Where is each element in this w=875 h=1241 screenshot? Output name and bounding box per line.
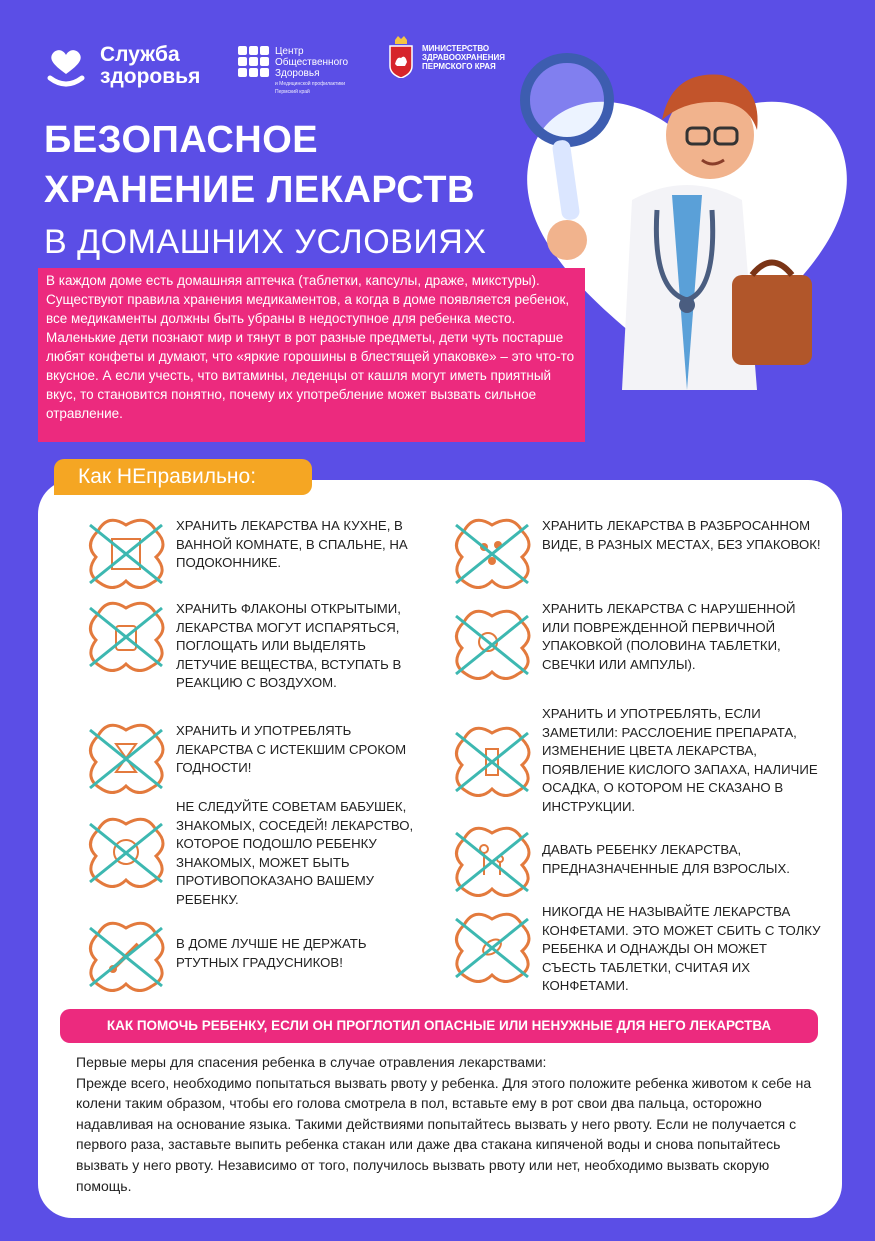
- list-item: [452, 825, 822, 897]
- wrong-label: Как НЕправильно:: [54, 459, 312, 495]
- candy-icon: [452, 911, 532, 983]
- item-text: НЕ СЛЕДУЙТЕ СОВЕТАМ БАБУШЕК, ЗНАКОМЫХ, СОСЕДЕЙ! ЛЕКАРСТВО, КОТОРОЕ ПОДОШЛО РЕБЕНКУ ЗНАКОМЫХ, МОЖЕТ БЫТЬ ПРОТИВОПОКАЗАНО ВАШЕМУ РЕБЕНКУ.: [176, 799, 414, 907]
- list-item: [86, 517, 426, 589]
- list-item: [452, 600, 822, 680]
- item-text: ХРАНИТЬ ЛЕКАРСТВА В РАЗБРОСАННОМ ВИДЕ, В РАЗНЫХ МЕСТАХ, БЕЗ УПАКОВОК!: [542, 518, 821, 552]
- spoiled-medicine-icon: [452, 725, 532, 797]
- intro-text: В каждом доме есть домашняя аптечка (таблетки, капсулы, драже, микстуры). Существуют правила хранения медикаментов, а когда в доме появляется ребенок, все медикаменты должны быть убраны в недоступное для ребенка место. Маленькие дети познают мир и тянут в рот разные предметы, дети чуть постарше любят конфеты и думают, что «яркие горошины в блестящей упаковке» – это что-то вкусное. А если учесть, что витамины, леденцы от кашля могут иметь приятный вкус, то становится понятно, почему их употребление может вызвать сильное отравление.: [38, 268, 585, 442]
- logo-subline: и Медицинской профилактики: [275, 81, 346, 87]
- help-first-line: Первые меры для спасения ребенка в случае отравления лекарствами:: [76, 1054, 547, 1070]
- title-line-3: В ДОМАШНИХ УСЛОВИЯХ: [44, 223, 487, 261]
- help-body: Прежде всего, необходимо попытаться вызвать рвоту у ребенка. Для этого положите ребенка животом к себе на колени таким образом, чтобы его голова смотрела в пол, вставьте ему в рот свои два пальца, осторожно надавливая на основание языка. Такими действиями попытайтесь вызвать у него рвоту. Если не получается с первого раза, заставьте выпить ребенка стакан или даже два стакана кипяченой воды и снова попытайтесь вызвать у него рвоту. Независимо от того, получилось вызвать рвоту или нет, необходимо вызвать скорую помощь.: [76, 1074, 812, 1194]
- hourglass-icon: [86, 722, 166, 794]
- logo-line: ЗДРАВООХРАНЕНИЯ: [422, 52, 505, 62]
- list-item: [86, 920, 426, 992]
- page-title: [44, 115, 487, 269]
- item-text: ХРАНИТЬ И УПОТРЕБЛЯТЬ ЛЕКАРСТВА С ИСТЕКШИМ СРОКОМ ГОДНОСТИ!: [176, 723, 407, 775]
- item-text: ДАВАТЬ РЕБЕНКУ ЛЕКАРСТВА, ПРЕДНАЗНАЧЕННЫЕ ДЛЯ ВЗРОСЛЫХ.: [542, 842, 790, 876]
- adult-child-icon: [452, 825, 532, 897]
- logo-subline: Пермский край: [275, 89, 310, 95]
- heart-smile-icon: [44, 44, 88, 88]
- kitchen-icon: [86, 517, 166, 589]
- open-bottle-icon: [86, 600, 166, 672]
- logo-line: МИНИСТЕРСТВО: [422, 43, 490, 53]
- item-text: НИКОГДА НЕ НАЗЫВАЙТЕ ЛЕКАРСТВА КОНФЕТАМИ. ЭТО МОЖЕТ СБИТЬ С ТОЛКУ РЕБЕНКА И ОДНАЖДЫ ОН МОЖЕТ СЪЕСТЬ ТАБЛЕТКИ, СЧИТАЯ ИХ КОНФЕТАМИ.: [542, 904, 821, 993]
- list-item: [86, 722, 426, 794]
- scattered-pills-icon: [452, 517, 532, 589]
- logo-line: Общественного: [275, 57, 349, 68]
- item-text: ХРАНИТЬ ФЛАКОНЫ ОТКРЫТЫМИ, ЛЕКАРСТВА МОГУТ ИСПАРЯТЬСЯ, ПОГЛОЩАТЬ ИЛИ ВЫДЕЛЯТЬ ЛЕТУЧИЕ ВЕЩЕСТВА, ВСТУПАТЬ В РЕАКЦИЮ С ВОЗДУХОМ.: [176, 601, 402, 690]
- list-item: [452, 517, 822, 589]
- title-line-1: БЕЗОПАСНОЕ: [44, 119, 319, 161]
- coat-of-arms-icon: [388, 36, 414, 78]
- list-item: [452, 903, 822, 996]
- logo-health-service: [44, 44, 200, 88]
- item-text: В ДОМЕ ЛУЧШЕ НЕ ДЕРЖАТЬ РТУТНЫХ ГРАДУСНИКОВ!: [176, 936, 367, 970]
- item-text: ХРАНИТЬ ЛЕКАРСТВА НА КУХНЕ, В ВАННОЙ КОМНАТЕ, В СПАЛЬНЕ, НА ПОДОКОННИКЕ.: [176, 518, 408, 570]
- thermometer-icon: [86, 920, 166, 992]
- item-text: ХРАНИТЬ ЛЕКАРСТВА С НАРУШЕННОЙ ИЛИ ПОВРЕЖДЕННОЙ ПЕРВИЧНОЙ УПАКОВКОЙ (ПОЛОВИНА ТАБЛЕТКИ, СВЕЧКИ ИЛИ АМПУЛЫ).: [542, 601, 796, 672]
- logo-ministry: [388, 36, 505, 78]
- help-banner: КАК ПОМОЧЬ РЕБЕНКУ, ЕСЛИ ОН ПРОГЛОТИЛ ОПАСНЫЕ ИЛИ НЕНУЖНЫЕ ДЛЯ НЕГО ЛЕКАРСТВА: [60, 1009, 818, 1043]
- logo-line: Здоровья: [275, 68, 320, 79]
- logo-line: Служба: [100, 43, 180, 66]
- logo-public-health-center: [238, 46, 348, 95]
- list-item: [86, 600, 426, 693]
- logo-line: здоровья: [100, 65, 201, 88]
- list-item: [86, 798, 426, 909]
- item-text: ХРАНИТЬ И УПОТРЕБЛЯТЬ, ЕСЛИ ЗАМЕТИЛИ: РАССЛОЕНИЕ ПРЕПАРАТА, ИЗМЕНЕНИЕ ЦВЕТА ЛЕКАРСТВА, ПОЯВЛЕНИЕ КИСЛОГО ЗАПАХА, НАЛИЧИЕ ОСАДКА, О КОТОРОМ НЕ СКАЗАНО В ИНСТРУКЦИИ.: [542, 706, 818, 814]
- list-item: [452, 705, 822, 816]
- broken-pill-icon: [452, 608, 532, 680]
- help-text: [76, 1052, 816, 1196]
- title-line-2: ХРАНЕНИЕ ЛЕКАРСТВ: [44, 169, 475, 211]
- grid-logo-icon: [238, 46, 269, 77]
- logo-line: Центр: [275, 46, 304, 57]
- logo-line: ПЕРМСКОГО КРАЯ: [422, 61, 496, 71]
- grandmother-icon: [86, 816, 166, 888]
